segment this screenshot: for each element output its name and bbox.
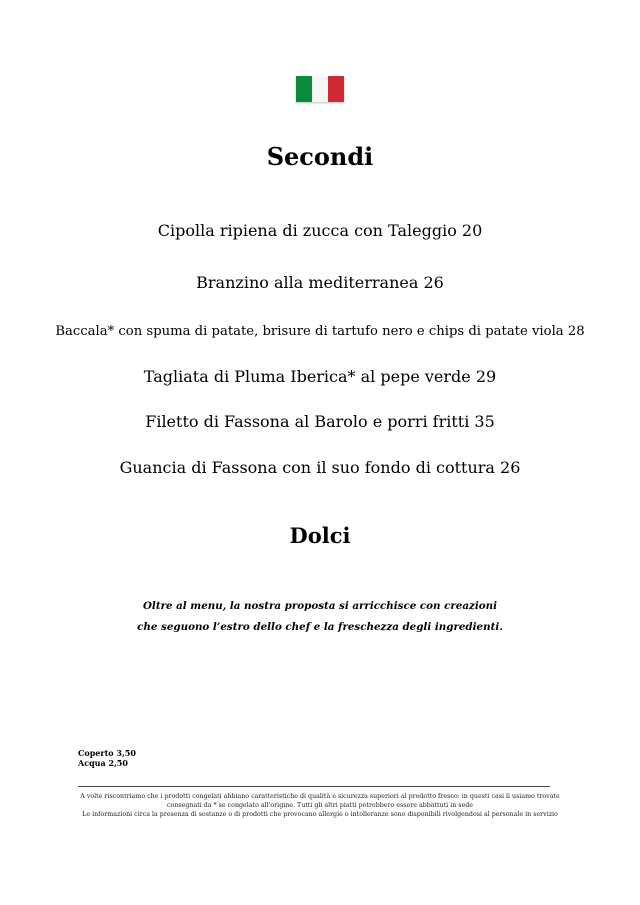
footer-line-1: A volte riscontriamo che i prodotti congelati abbiano caratteristiche di qualità e sicurezza superiori al prodotto fresco: in questi casi li usiamo trovate [80,793,560,800]
acqua-price: Acqua 2,50 [78,758,128,768]
dolci-note-line-1: Oltre al menu, la nostra proposta si arricchisce con creazioni [142,600,498,612]
secondi-item: Filetto di Fassona al Barolo e porri fritti 35 [145,412,495,431]
extras-block [78,748,136,768]
footer-line-3: Le informazioni circa la presenza di sostanze o di prodotti che provocano allergie o intolleranze sono disponibili rivolgendosi al personale in servizio [82,811,558,818]
secondi-item: Branzino alla mediterranea 26 [196,273,444,292]
footer-divider [78,786,550,787]
flag-white-stripe [312,76,328,102]
footer-disclaimer [70,792,570,819]
dolci-heading: Dolci [289,523,351,548]
dolci-note-line-2: che seguono l’estro dello chef e la freschezza degli ingredienti. [137,621,503,633]
secondi-item: Tagliata di Pluma Iberica* al pepe verde 29 [143,367,497,386]
footer-line-2: consegnati da * se congelato all'origine. Tutti gli altri piatti potrebbero essere abbattuti in sede [167,802,473,809]
secondi-item: Guancia di Fassona con il suo fondo di cottura 26 [119,458,521,477]
flag-red-stripe [328,76,344,102]
flag-green-stripe [296,76,312,102]
coperto-price: Coperto 3,50 [78,748,136,758]
secondi-item: Cipolla ripiena di zucca con Taleggio 20 [157,221,483,240]
italian-flag-icon [296,76,344,102]
secondi-item: Baccala* con spuma di patate, brisure di tartufo nero e chips di patate viola 28 [55,324,585,339]
secondi-heading: Secondi [266,142,374,171]
